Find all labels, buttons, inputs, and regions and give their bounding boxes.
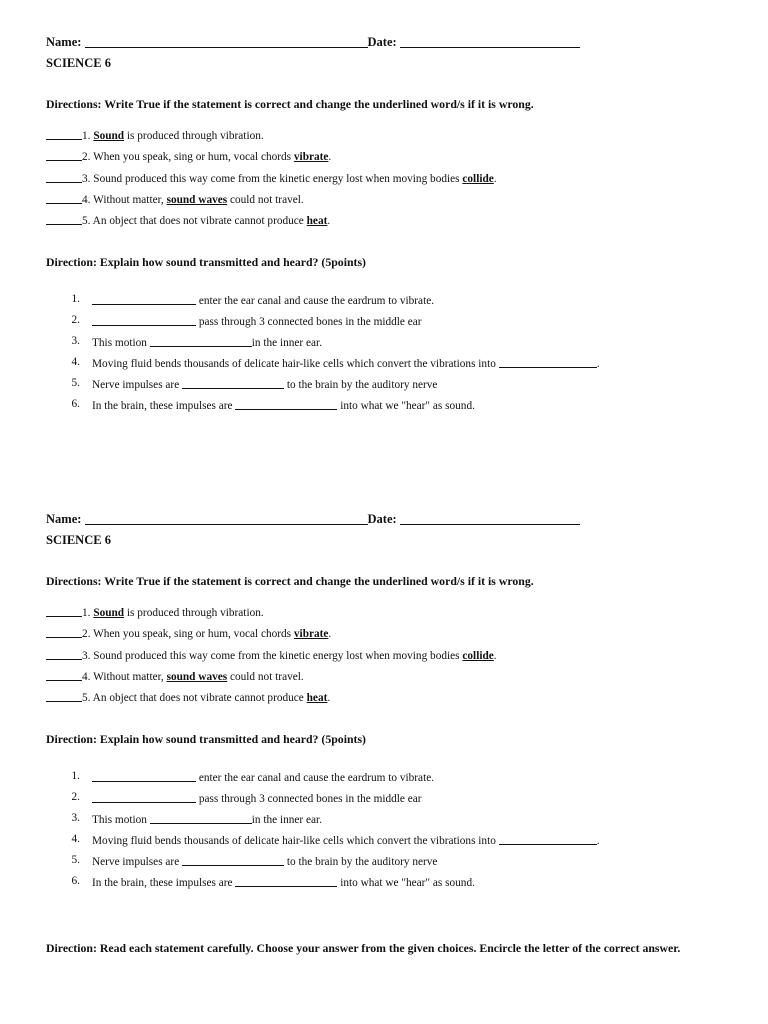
fill-blank xyxy=(92,791,196,803)
subject-title: SCIENCE 6 xyxy=(46,56,111,70)
fill-blank xyxy=(235,398,337,410)
tf-item: 1. Sound is produced through vibration. xyxy=(46,128,264,142)
tf-item: 3. Sound produced this way come from the kinetic energy lost when moving bodies collide. xyxy=(46,171,497,185)
answer-blank xyxy=(46,171,82,183)
fill-blank xyxy=(150,812,252,824)
answer-blank xyxy=(46,626,82,638)
worksheet-page: Name: Date: SCIENCE 6 Directions: Write True if the statement is correct and change the underlined word/s if it is wrong. 1. Sound is produced through vibration. 2. When you speak, sing or hum, vocal chords vibrate. 3. Sound produced this way come from the kinetic energy lost when moving bodies collide. 4. Without matter, sound waves could not travel. 5. An object that does not vibrate cannot produce heat. Direction: Explain how sound transmitted and heard? (5points) 1. enter the ear canal and cause the eardrum to vibrate. 2. pass through 3 connected bones in the middle ear 3. This motion in the inner ear. 4. Moving fluid bends thousands of delicate hair-like cells which convert the vibrations into . 5. Nerve impulses are to the brain by the auditory nerve 6. In the brain, these impulses are into what we "hear" as sound. Name: Date: SCIENCE 6 Directions: Write True if the statement is correct and change the underlined word/s if it is wrong. 1. Sound is produced through vibration. 2. When you speak, sing or hum, vocal chords vibrate. 3. Sound produced this way come from the kinetic energy lost when moving bodies collide. 4. Without matter, sound waves could not travel. 5. An object that does not vibrate cannot produce heat. Direction: Explain how sound transmitted and heard? (5points) 1. enter the ear canal and cause the eardrum to vibrate. 2. pass through 3 connected bones in the middle ear 3. This motion in the inner ear. 4. Moving fluid bends thousands of delicate hair-like cells which convert the vibrations into . 5. Nerve impulses are to the brain by the auditory nerve 6. In the brain, these impulses are into what we "hear" as sound. Direction: Read each statement carefully. Choose your answer from the given choices. Encircle the letter of the correct answer. xyxy=(0,0,768,1024)
tf-item: 3. Sound produced this way come from the kinetic energy lost when moving bodies collide. xyxy=(46,648,497,662)
subject-title: SCIENCE 6 xyxy=(46,533,111,547)
underlined-word: Sound xyxy=(93,130,125,142)
tf-item: 5. An object that does not vibrate cannot produce heat. xyxy=(46,213,330,227)
answer-blank xyxy=(46,192,82,204)
tf-directions: Directions: Write True if the statement is correct and change the underlined word/s if it is wrong. xyxy=(46,574,534,588)
answer-blank xyxy=(46,149,82,161)
tf-item: 1. Sound is produced through vibration. xyxy=(46,605,264,619)
answer-blank xyxy=(46,669,82,681)
name-label: Name: xyxy=(46,512,82,526)
answer-blank xyxy=(46,605,82,617)
explain-directions: Direction: Explain how sound transmitted and heard? (5points) xyxy=(46,255,366,269)
fill-blank xyxy=(92,293,196,305)
tf-item: 4. Without matter, sound waves could not travel. xyxy=(46,192,304,206)
underlined-word: collide xyxy=(462,650,494,662)
date-blank xyxy=(400,512,580,525)
underlined-word: collide xyxy=(462,173,494,185)
fill-blank xyxy=(150,335,252,347)
tf-item: 5. An object that does not vibrate cannot produce heat. xyxy=(46,690,330,704)
answer-blank xyxy=(46,648,82,660)
tf-item: 2. When you speak, sing or hum, vocal chords vibrate. xyxy=(46,149,331,163)
fill-blank xyxy=(92,770,196,782)
name-date-line xyxy=(46,35,580,50)
fill-blank xyxy=(235,875,337,887)
underlined-word: heat xyxy=(306,692,328,704)
underlined-word: heat xyxy=(306,215,328,227)
answer-blank xyxy=(46,690,82,702)
date-label: Date: xyxy=(367,512,397,526)
explain-directions: Direction: Explain how sound transmitted and heard? (5points) xyxy=(46,732,366,746)
name-blank xyxy=(85,35,368,48)
underlined-word: vibrate xyxy=(293,628,329,640)
name-label: Name: xyxy=(46,35,82,49)
fill-blank xyxy=(499,833,597,845)
tf-item: 4. Without matter, sound waves could not travel. xyxy=(46,669,304,683)
fill-blank xyxy=(92,314,196,326)
name-date-line xyxy=(46,512,580,527)
name-blank xyxy=(85,512,368,525)
underlined-word: sound waves xyxy=(166,194,228,206)
date-label: Date: xyxy=(367,35,397,49)
answer-blank xyxy=(46,213,82,225)
fill-blank xyxy=(182,377,284,389)
answer-blank xyxy=(46,128,82,140)
fill-blank xyxy=(499,356,597,368)
underlined-word: vibrate xyxy=(293,151,329,163)
underlined-word: Sound xyxy=(93,607,125,619)
underlined-word: sound waves xyxy=(166,671,228,683)
tf-item: 2. When you speak, sing or hum, vocal chords vibrate. xyxy=(46,626,331,640)
tf-directions: Directions: Write True if the statement is correct and change the underlined word/s if it is wrong. xyxy=(46,97,534,111)
fill-blank xyxy=(182,854,284,866)
date-blank xyxy=(400,35,580,48)
multiple-choice-directions: Direction: Read each statement carefully. Choose your answer from the given choices. Encircle the letter of the correct answer. xyxy=(46,941,681,955)
